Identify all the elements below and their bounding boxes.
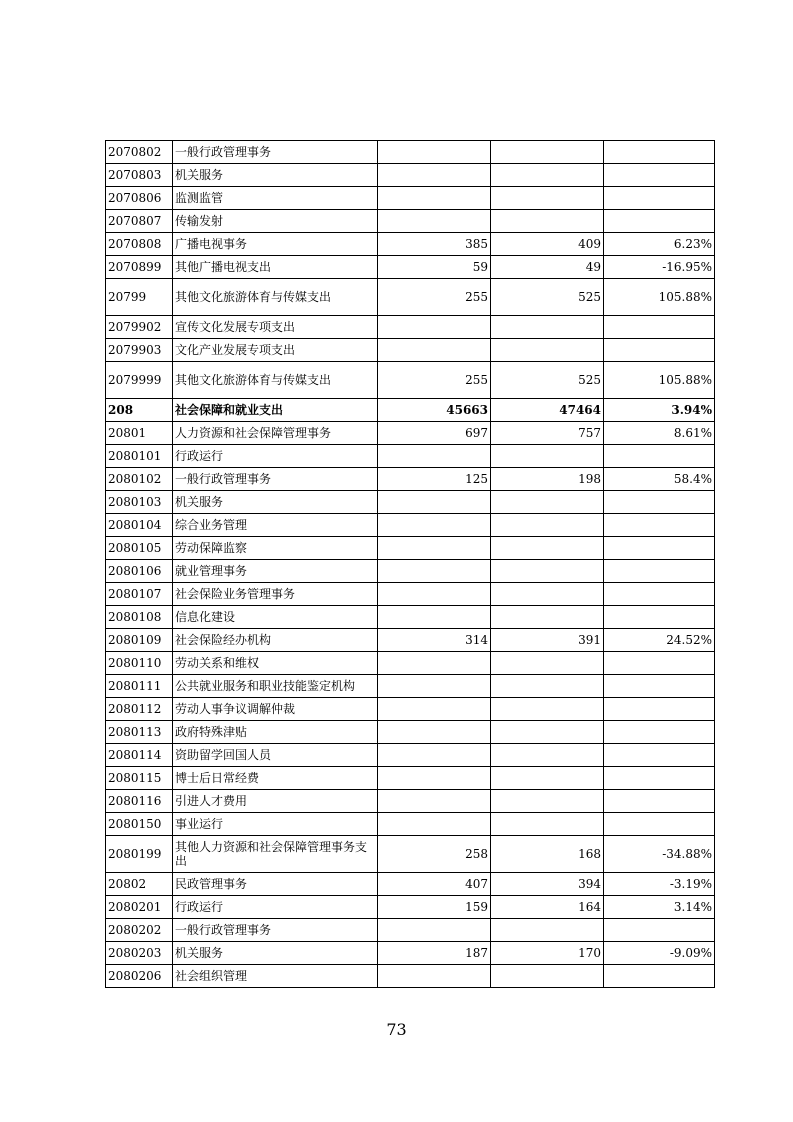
account-code-cell: 2070806	[106, 187, 173, 210]
account-code-cell: 2080115	[106, 767, 173, 790]
value-cell-current	[491, 210, 604, 233]
account-name-cell: 文化产业发展专项支出	[173, 339, 378, 362]
value-cell-previous: 159	[378, 896, 491, 919]
account-code-cell: 2080206	[106, 965, 173, 988]
account-code-cell: 2080105	[106, 537, 173, 560]
account-code-cell: 20799	[106, 279, 173, 316]
change-percent-cell: 3.14%	[604, 896, 715, 919]
table-row	[106, 606, 715, 629]
value-cell-previous	[378, 491, 491, 514]
table-row	[106, 362, 715, 399]
value-cell-previous	[378, 141, 491, 164]
account-name-cell: 社会保险业务管理事务	[173, 583, 378, 606]
table-row	[106, 141, 715, 164]
change-percent-cell: 105.88%	[604, 362, 715, 399]
page-number: 73	[386, 1020, 407, 1039]
account-name-cell: 机关服务	[173, 942, 378, 965]
account-code-cell: 2079999	[106, 362, 173, 399]
table-row	[106, 896, 715, 919]
table-row	[106, 279, 715, 316]
account-name-cell: 传输发射	[173, 210, 378, 233]
account-name-cell: 事业运行	[173, 813, 378, 836]
table-row	[106, 339, 715, 362]
change-percent-cell	[604, 445, 715, 468]
account-name-cell: 机关服务	[173, 491, 378, 514]
value-cell-current: 757	[491, 422, 604, 445]
table-row	[106, 164, 715, 187]
account-code-cell: 2080201	[106, 896, 173, 919]
value-cell-current	[491, 813, 604, 836]
change-percent-cell: 105.88%	[604, 279, 715, 316]
value-cell-previous	[378, 675, 491, 698]
account-name-cell: 社会保险经办机构	[173, 629, 378, 652]
table-row	[106, 583, 715, 606]
change-percent-cell	[604, 744, 715, 767]
table-row	[106, 233, 715, 256]
account-code-cell: 2080111	[106, 675, 173, 698]
account-name-cell: 其他文化旅游体育与传媒支出	[173, 279, 378, 316]
change-percent-cell	[604, 187, 715, 210]
value-cell-current: 525	[491, 279, 604, 316]
value-cell-current	[491, 919, 604, 942]
value-cell-previous	[378, 537, 491, 560]
change-percent-cell	[604, 316, 715, 339]
account-name-cell: 综合业务管理	[173, 514, 378, 537]
table-row	[106, 942, 715, 965]
value-cell-previous: 187	[378, 942, 491, 965]
table-row	[106, 445, 715, 468]
table-row	[106, 629, 715, 652]
value-cell-current	[491, 790, 604, 813]
account-code-cell: 2080116	[106, 790, 173, 813]
account-code-cell: 2080108	[106, 606, 173, 629]
value-cell-current: 198	[491, 468, 604, 491]
change-percent-cell: 8.61%	[604, 422, 715, 445]
account-code-cell: 2079902	[106, 316, 173, 339]
value-cell-previous: 125	[378, 468, 491, 491]
value-cell-previous: 314	[378, 629, 491, 652]
value-cell-current	[491, 652, 604, 675]
change-percent-cell	[604, 583, 715, 606]
account-code-cell: 20802	[106, 873, 173, 896]
account-name-cell: 民政管理事务	[173, 873, 378, 896]
table-row	[106, 744, 715, 767]
account-code-cell: 2080114	[106, 744, 173, 767]
table-row	[106, 652, 715, 675]
table-row	[106, 721, 715, 744]
account-code-cell: 2079903	[106, 339, 173, 362]
table-row	[106, 514, 715, 537]
account-name-cell: 就业管理事务	[173, 560, 378, 583]
change-percent-cell	[604, 790, 715, 813]
table-row	[106, 210, 715, 233]
account-name-cell: 引进人才费用	[173, 790, 378, 813]
account-code-cell: 2080202	[106, 919, 173, 942]
table-row	[106, 813, 715, 836]
account-code-cell: 2080101	[106, 445, 173, 468]
value-cell-current	[491, 767, 604, 790]
value-cell-previous	[378, 187, 491, 210]
change-percent-cell	[604, 721, 715, 744]
account-name-cell: 其他文化旅游体育与传媒支出	[173, 362, 378, 399]
table-row	[106, 537, 715, 560]
table-row	[106, 698, 715, 721]
value-cell-previous	[378, 965, 491, 988]
value-cell-current	[491, 141, 604, 164]
account-name-cell: 资助留学回国人员	[173, 744, 378, 767]
value-cell-current	[491, 721, 604, 744]
change-percent-cell	[604, 767, 715, 790]
value-cell-current: 170	[491, 942, 604, 965]
value-cell-current: 47464	[491, 399, 604, 422]
account-name-cell: 宣传文化发展专项支出	[173, 316, 378, 339]
table-row	[106, 256, 715, 279]
change-percent-cell	[604, 560, 715, 583]
value-cell-current	[491, 583, 604, 606]
account-code-cell: 2080203	[106, 942, 173, 965]
table-row	[106, 468, 715, 491]
value-cell-previous: 255	[378, 362, 491, 399]
value-cell-current	[491, 445, 604, 468]
table-row	[106, 873, 715, 896]
change-percent-cell	[604, 141, 715, 164]
value-cell-previous	[378, 339, 491, 362]
value-cell-previous	[378, 919, 491, 942]
account-code-cell: 2080103	[106, 491, 173, 514]
value-cell-current	[491, 514, 604, 537]
budget-table-body	[106, 141, 715, 988]
account-name-cell: 社会组织管理	[173, 965, 378, 988]
value-cell-previous	[378, 652, 491, 675]
account-code-cell: 2080107	[106, 583, 173, 606]
account-name-cell: 博士后日常经费	[173, 767, 378, 790]
table-row	[106, 919, 715, 942]
account-name-cell: 监测监管	[173, 187, 378, 210]
table-row	[106, 675, 715, 698]
value-cell-current	[491, 491, 604, 514]
account-code-cell: 2080150	[106, 813, 173, 836]
account-name-cell: 信息化建设	[173, 606, 378, 629]
account-name-cell: 一般行政管理事务	[173, 141, 378, 164]
value-cell-previous	[378, 790, 491, 813]
value-cell-previous	[378, 583, 491, 606]
account-code-cell: 2070808	[106, 233, 173, 256]
account-code-cell: 2080104	[106, 514, 173, 537]
table-row	[106, 790, 715, 813]
account-code-cell: 2070802	[106, 141, 173, 164]
value-cell-previous: 258	[378, 836, 491, 873]
value-cell-current	[491, 965, 604, 988]
account-code-cell: 2080102	[106, 468, 173, 491]
account-code-cell: 2070803	[106, 164, 173, 187]
change-percent-cell: 6.23%	[604, 233, 715, 256]
account-name-cell: 劳动保障监察	[173, 537, 378, 560]
account-name-cell: 社会保障和就业支出	[173, 399, 378, 422]
account-name-cell: 其他广播电视支出	[173, 256, 378, 279]
change-percent-cell	[604, 813, 715, 836]
account-name-cell: 一般行政管理事务	[173, 919, 378, 942]
change-percent-cell: -16.95%	[604, 256, 715, 279]
value-cell-current: 168	[491, 836, 604, 873]
change-percent-cell	[604, 491, 715, 514]
table-row	[106, 187, 715, 210]
value-cell-current: 164	[491, 896, 604, 919]
value-cell-previous	[378, 698, 491, 721]
account-name-cell: 劳动关系和维权	[173, 652, 378, 675]
table-row	[106, 491, 715, 514]
value-cell-current	[491, 606, 604, 629]
value-cell-current	[491, 698, 604, 721]
account-code-cell: 2080113	[106, 721, 173, 744]
value-cell-current	[491, 316, 604, 339]
table-row	[106, 316, 715, 339]
value-cell-previous	[378, 813, 491, 836]
value-cell-previous: 255	[378, 279, 491, 316]
value-cell-previous	[378, 164, 491, 187]
change-percent-cell	[604, 164, 715, 187]
change-percent-cell	[604, 514, 715, 537]
value-cell-previous	[378, 560, 491, 583]
budget-table	[105, 140, 715, 988]
table-row	[106, 965, 715, 988]
table-row	[106, 767, 715, 790]
change-percent-cell	[604, 652, 715, 675]
account-name-cell: 其他人力资源和社会保障管理事务支出	[173, 836, 378, 873]
account-name-cell: 行政运行	[173, 445, 378, 468]
value-cell-previous: 407	[378, 873, 491, 896]
change-percent-cell: -34.88%	[604, 836, 715, 873]
account-name-cell: 政府特殊津贴	[173, 721, 378, 744]
table-row	[106, 836, 715, 873]
value-cell-current: 525	[491, 362, 604, 399]
table-row	[106, 560, 715, 583]
value-cell-previous	[378, 721, 491, 744]
account-name-cell: 公共就业服务和职业技能鉴定机构	[173, 675, 378, 698]
account-name-cell: 劳动人事争议调解仲裁	[173, 698, 378, 721]
value-cell-current: 391	[491, 629, 604, 652]
value-cell-previous: 45663	[378, 399, 491, 422]
account-name-cell: 人力资源和社会保障管理事务	[173, 422, 378, 445]
account-code-cell: 2070807	[106, 210, 173, 233]
value-cell-current	[491, 537, 604, 560]
value-cell-current	[491, 560, 604, 583]
account-code-cell: 2080112	[106, 698, 173, 721]
value-cell-previous: 385	[378, 233, 491, 256]
account-code-cell: 2080109	[106, 629, 173, 652]
change-percent-cell	[604, 919, 715, 942]
change-percent-cell: 3.94%	[604, 399, 715, 422]
value-cell-current: 49	[491, 256, 604, 279]
change-percent-cell	[604, 698, 715, 721]
value-cell-previous	[378, 606, 491, 629]
value-cell-current	[491, 744, 604, 767]
value-cell-previous	[378, 210, 491, 233]
change-percent-cell	[604, 210, 715, 233]
change-percent-cell	[604, 675, 715, 698]
value-cell-previous	[378, 514, 491, 537]
change-percent-cell: -9.09%	[604, 942, 715, 965]
value-cell-current	[491, 339, 604, 362]
account-name-cell: 机关服务	[173, 164, 378, 187]
value-cell-current	[491, 164, 604, 187]
account-name-cell: 一般行政管理事务	[173, 468, 378, 491]
table-row	[106, 422, 715, 445]
change-percent-cell	[604, 606, 715, 629]
table-row	[106, 399, 715, 422]
value-cell-previous	[378, 767, 491, 790]
account-code-cell: 20801	[106, 422, 173, 445]
change-percent-cell: 24.52%	[604, 629, 715, 652]
value-cell-current: 409	[491, 233, 604, 256]
value-cell-previous	[378, 445, 491, 468]
account-code-cell: 2080199	[106, 836, 173, 873]
value-cell-current: 394	[491, 873, 604, 896]
account-name-cell: 行政运行	[173, 896, 378, 919]
value-cell-current	[491, 675, 604, 698]
change-percent-cell	[604, 339, 715, 362]
account-code-cell: 208	[106, 399, 173, 422]
account-code-cell: 2080106	[106, 560, 173, 583]
change-percent-cell	[604, 965, 715, 988]
value-cell-previous: 59	[378, 256, 491, 279]
value-cell-current	[491, 187, 604, 210]
change-percent-cell: -3.19%	[604, 873, 715, 896]
value-cell-previous: 697	[378, 422, 491, 445]
account-code-cell: 2070899	[106, 256, 173, 279]
change-percent-cell	[604, 537, 715, 560]
account-code-cell: 2080110	[106, 652, 173, 675]
change-percent-cell: 58.4%	[604, 468, 715, 491]
value-cell-previous	[378, 316, 491, 339]
value-cell-previous	[378, 744, 491, 767]
account-name-cell: 广播电视事务	[173, 233, 378, 256]
